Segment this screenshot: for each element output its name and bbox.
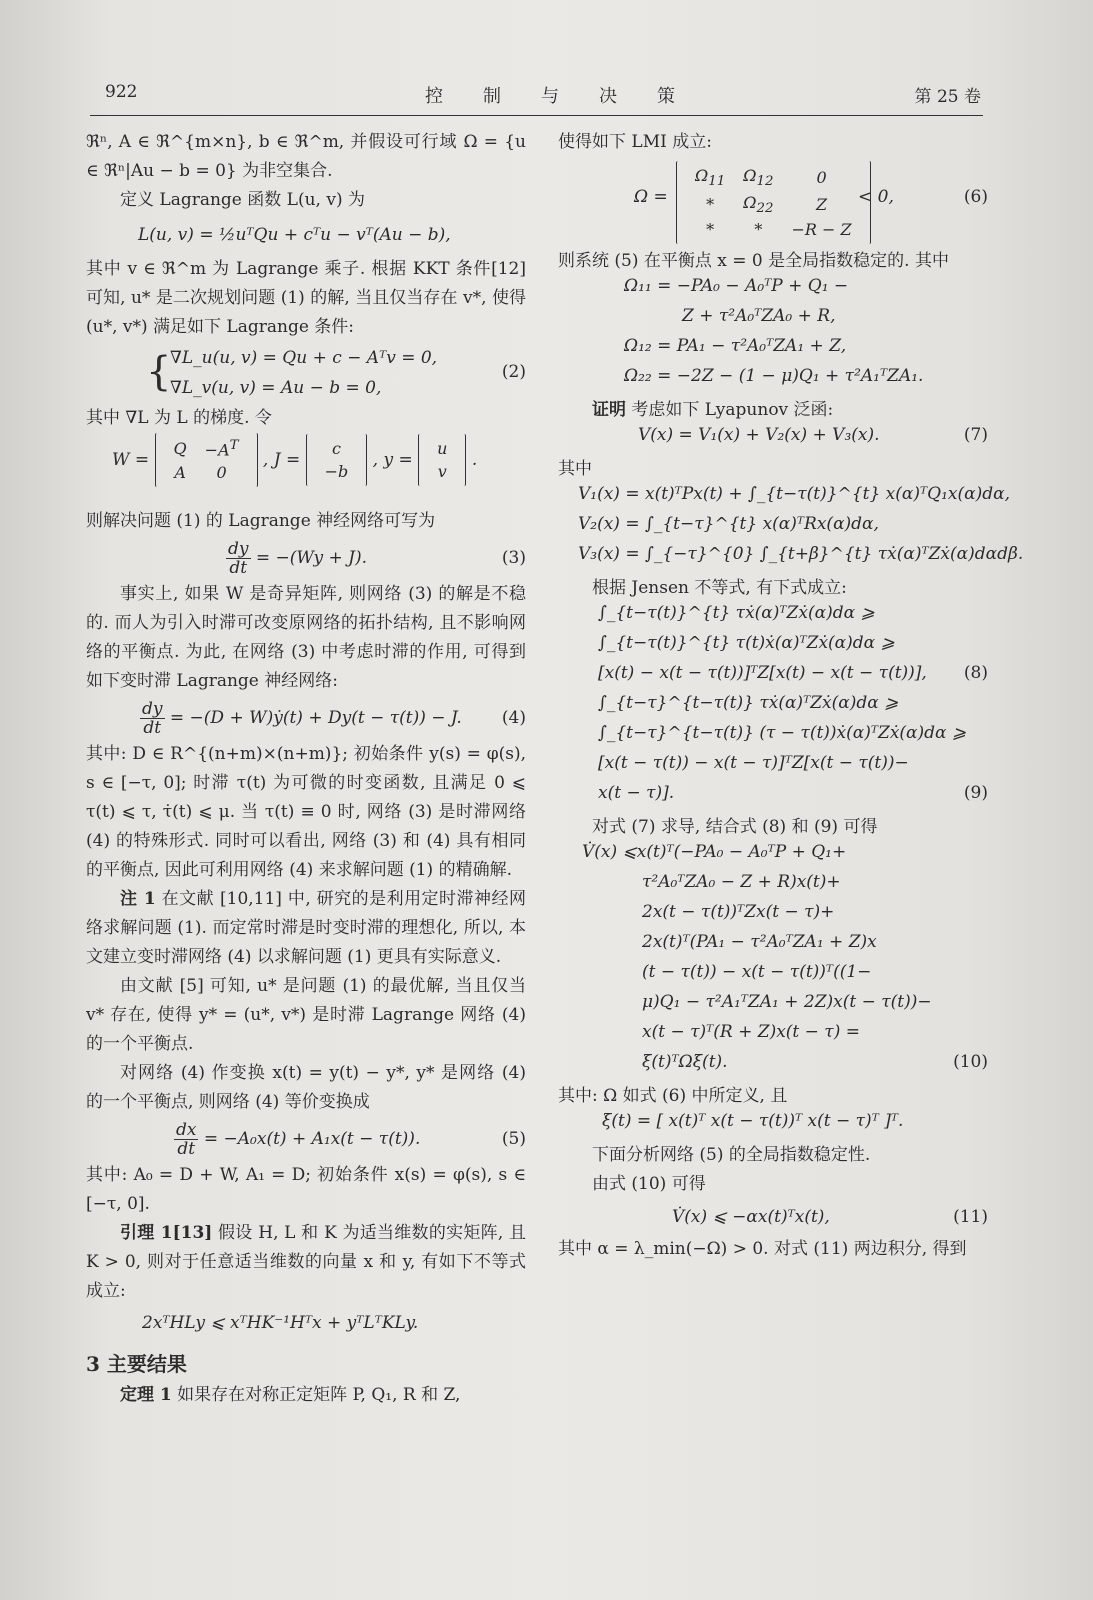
section-heading: 3 主要结果	[86, 1352, 187, 1376]
left-column	[86, 128, 526, 1410]
equation-line: Ω₁₂ = PA₁ − τ²A₀ᵀZA₁ + Z,	[624, 336, 847, 356]
theorem-label: 定理 1	[120, 1385, 172, 1405]
paragraph: 由式 (10) 可得	[592, 1174, 706, 1194]
equation-text: [x(t) − x(t − τ(t))]ᵀZ[x(t) − x(t − τ(t))],	[598, 663, 927, 683]
lemma-label: 引理 1[13]	[120, 1223, 213, 1243]
equation-number: (7)	[963, 425, 988, 445]
equation-text: V(x) = V₁(x) + V₂(x) + V₃(x).	[638, 425, 880, 445]
paragraph: 其中: Ω 如式 (6) 中所定义, 且	[558, 1086, 788, 1106]
paragraph: ℜⁿ, A ∈ ℜ^{m×n}, b ∈ ℜ^m, 并假设可行域 Ω = {u ∈ ℜⁿ|Au − b = 0} 为非空集合.	[86, 132, 526, 181]
proof	[558, 396, 988, 425]
matrix-omega: $\Omega_{11}$ $\Omega_{12}$ 0 * $\Omega_{22}$ Z * * −R − Z	[676, 161, 871, 244]
equation-line: μ)Q₁ − τ²A₁ᵀZA₁ + 2Z)x(t − τ(t))−	[642, 992, 932, 1012]
equation-6: Ω = $\Omega_{11}$ $\Omega_{12}$ 0 * $\Omega_{22}$ Z * * −R − Z < 0, (6)	[558, 157, 988, 247]
paragraph: 其中 α = λ_min(−Ω) > 0. 对式 (11) 两边积分, 得到	[558, 1239, 967, 1259]
equation-text: 2xᵀHLy ⩽ xᵀHK⁻¹Hᵀx + yᵀLᵀKLy.	[142, 1313, 419, 1333]
equation-number: (2)	[501, 362, 526, 382]
paragraph: 事实上, 如果 W 是奇异矩阵, 则网络 (3) 的解是不稳的. 而人为引入时滞可改变原网络的拓扑结构, 且不影响网络的平衡点. 为此, 在网络 (3) 中考虑时滞的作用, 可得到如下变时滞 Lagrange 神经网络:	[86, 584, 526, 691]
equation-number: (11)	[953, 1207, 988, 1227]
equation-lagrangian	[86, 215, 526, 255]
equation-4: $\frac{dy}{dt}$ = −(D + W)ẏ(t) + Dy(t − τ(t)) − J. (4)	[86, 696, 526, 740]
equation-11	[558, 1199, 988, 1235]
equation-line: V₁(x) = x(t)ᵀPx(t) + ∫_{t−τ(t)}^{t} x(α)ᵀQ₁x(α)dα,	[578, 484, 1010, 504]
equation-number: (6)	[963, 187, 988, 207]
equation-text: = −(D + W)ẏ(t) + Dy(t − τ(t)) − J.	[169, 708, 462, 728]
paragraph: 定义 Lagrange 函数 L(u, v) 为	[120, 190, 365, 210]
equation-number: (10)	[953, 1052, 988, 1072]
equation-line: ∇L_u(u, v) = Qu + c − Aᵀv = 0,	[170, 348, 438, 368]
right-column	[558, 128, 1024, 1264]
equation-text: ξ(t)ᵀΩξ(t).	[642, 1052, 728, 1072]
running-header	[90, 82, 981, 108]
equation-8	[558, 663, 988, 693]
equation-line: 2x(t)ᵀ(PA₁ − τ²A₀ᵀZA₁ + Z)x	[642, 932, 877, 952]
paragraph: 对式 (7) 求导, 结合式 (8) 和 (9) 可得	[592, 817, 878, 837]
equation-text: V̇(x) ⩽ −αx(t)ᵀx(t),	[672, 1207, 830, 1227]
proof-label: 证明	[592, 400, 626, 420]
proof-text: 考虑如下 Lyapunov 泛函:	[631, 400, 834, 420]
theorem-1	[86, 1381, 526, 1410]
paragraph: 其中 v ∈ ℜ^m 为 Lagrange 乘子. 根据 KKT 条件[12] 可知, u* 是二次规划问题 (1) 的解, 当且仅当存在 v*, 使得 (u*, v*) 满足如下 Lagrange 条件:	[86, 259, 526, 337]
equation-line: x(t − τ)ᵀ(R + Z)x(t − τ) =	[642, 1022, 860, 1042]
equation-text: x(t − τ)].	[598, 783, 675, 803]
paragraph: 则解决问题 (1) 的 Lagrange 神经网络可写为	[86, 511, 436, 531]
equation-line: [x(t − τ(t)) − x(t − τ)]ᵀZ[x(t − τ(t))−	[598, 753, 909, 773]
paragraph: 其中: D ∈ R^{(n+m)×(n+m)}; 初始条件 y(s) = φ(s), s ∈ [−τ, 0]; 时滞 τ(t) 为可微的时变函数, 且满足 0 ⩽ τ(t) ⩽ τ, τ̇(t) ⩽ μ. 当 τ(t) ≡ 0 时, 网络 (3) 是时滞网络 (4) 的特殊形式. 同时可以看出, 网络 (3) 和 (4) 具有相同的平衡点, 因此可利用网络 (4) 来求解问题 (1) 的精确解.	[86, 744, 526, 880]
equation-lemma	[86, 1306, 526, 1340]
journal-title: 控制与决策	[425, 86, 715, 107]
equation-line: Ω₂₂ = −2Z − (1 − μ)Q₁ + τ²A₁ᵀZA₁.	[624, 366, 924, 386]
equation-number: (4)	[501, 708, 526, 728]
paragraph: 其中 ∇L 为 L 的梯度. 令	[86, 408, 272, 428]
equation-text: = −(Wy + J).	[255, 548, 368, 568]
equation-line: Z + τ²A₀ᵀZA₀ + R,	[682, 306, 836, 326]
equation-line: ξ(t) = [ x(t)ᵀ x(t − τ(t))ᵀ x(t − τ)ᵀ ]ᵀ.	[602, 1111, 904, 1131]
equation-line: ∫_{t−τ}^{t−τ(t)} τẋ(α)ᵀZẋ(α)dα ⩾	[598, 693, 899, 713]
paragraph: 对网络 (4) 作变换 x(t) = y(t) − y*, y* 是网络 (4) 的一个平衡点, 则网络 (4) 等价变换成	[86, 1063, 526, 1112]
equation-line: V̇(x) ⩽x(t)ᵀ(−PA₀ − A₀ᵀP + Q₁+	[582, 842, 847, 862]
matrix-y: u v	[418, 434, 466, 486]
equation-line: (t − τ(t)) − x(t − τ(t))ᵀ((1−	[642, 962, 872, 982]
lemma-1	[86, 1219, 526, 1306]
note-text: 在文献 [10,11] 中, 研究的是利用定时滞神经网络求解问题 (1). 而定常时滞是时变时滞的理想化, 所以, 本文建立变时滞网络 (4) 以求解问题 (1) 更具有实际意义.	[86, 889, 527, 967]
lemma-text: 假设 H, L 和 K 为适当维数的实矩阵, 且 K > 0, 则对于任意适当维数的向量 x 和 y, 有如下不等式成立:	[86, 1223, 527, 1301]
paragraph: 根据 Jensen 不等式, 有下式成立:	[592, 578, 847, 598]
equation-number: (8)	[963, 663, 988, 683]
equation-7	[558, 425, 988, 455]
equation-line: 2x(t − τ(t))ᵀZx(t − τ)+	[642, 902, 835, 922]
paragraph: 则系统 (5) 在平衡点 x = 0 是全局指数稳定的. 其中	[558, 251, 949, 271]
theorem-text: 如果存在对称正定矩阵 P, Q₁, R 和 Z,	[177, 1385, 461, 1405]
header-rule	[90, 115, 983, 116]
equation-3: $\frac{dy}{dt}$ = −(Wy + J). (3)	[86, 536, 526, 580]
paragraph: 其中	[558, 459, 592, 479]
equation-text: = −A₀x(t) + A₁x(t − τ(t)).	[203, 1129, 421, 1149]
equation-line: ∇L_v(u, v) = Au − b = 0,	[170, 378, 382, 398]
equation-5: $\frac{dx}{dt}$ = −A₀x(t) + A₁x(t − τ(t)). (5)	[86, 1117, 526, 1161]
volume: 第 25 卷	[914, 87, 981, 107]
equation-2: { ∇L_u(u, v) = Qu + c − Aᵀv = 0, ∇L_v(u, v) = Au − b = 0, (2)	[146, 348, 526, 398]
equation-text: L(u, v) = ½uᵀQu + cᵀu − vᵀ(Au − b),	[138, 225, 451, 245]
equation-line: V₂(x) = ∫_{t−τ}^{t} x(α)ᵀRx(α)dα,	[578, 514, 879, 534]
paragraph: 下面分析网络 (5) 的全局指数稳定性.	[592, 1145, 871, 1165]
note-1	[86, 885, 526, 972]
equation-number: (5)	[501, 1129, 526, 1149]
equation-line: ∫_{t−τ}^{t−τ(t)} (τ − τ(t))ẋ(α)ᵀZẋ(α)dα ⩾	[598, 723, 967, 743]
equation-line: V₃(x) = ∫_{−τ}^{0} ∫_{t+β}^{t} τẋ(α)ᵀZẋ(α)dαdβ.	[578, 544, 1024, 564]
paragraph: 由文献 [5] 可知, u* 是问题 (1) 的最优解, 当且仅当 v* 存在, 使得 y* = (u*, v*) 是时滞 Lagrange 网络 (4) 的一个平衡点.	[86, 976, 526, 1054]
note-label: 注 1	[120, 889, 156, 909]
equation-number: (3)	[501, 548, 526, 568]
matrix-w: Q $-A^T$ A 0	[155, 433, 258, 487]
equation-number: (9)	[963, 783, 988, 803]
equation-line: τ²A₀ᵀZA₀ − Z + R)x(t)+	[642, 872, 841, 892]
equation-10	[558, 1052, 988, 1082]
equation-line: ∫_{t−τ(t)}^{t} τẋ(α)ᵀZẋ(α)dα ⩾	[598, 603, 875, 623]
paragraph: 其中: A₀ = D + W, A₁ = D; 初始条件 x(s) = φ(s), s ∈ [−τ, 0].	[86, 1165, 526, 1214]
equation-matrices: W = Q $-A^T$ A 0 , J = c −b , y = u v .	[86, 433, 526, 507]
equation-9	[558, 783, 988, 813]
paragraph: 使得如下 LMI 成立:	[558, 132, 712, 152]
equation-line: ∫_{t−τ(t)}^{t} τ(t)ẋ(α)ᵀZẋ(α)dα ⩾	[598, 633, 895, 653]
matrix-j: c −b	[306, 434, 368, 486]
equation-line: Ω₁₁ = −PA₀ − A₀ᵀP + Q₁ −	[624, 276, 849, 296]
page-number: 922	[105, 82, 138, 102]
